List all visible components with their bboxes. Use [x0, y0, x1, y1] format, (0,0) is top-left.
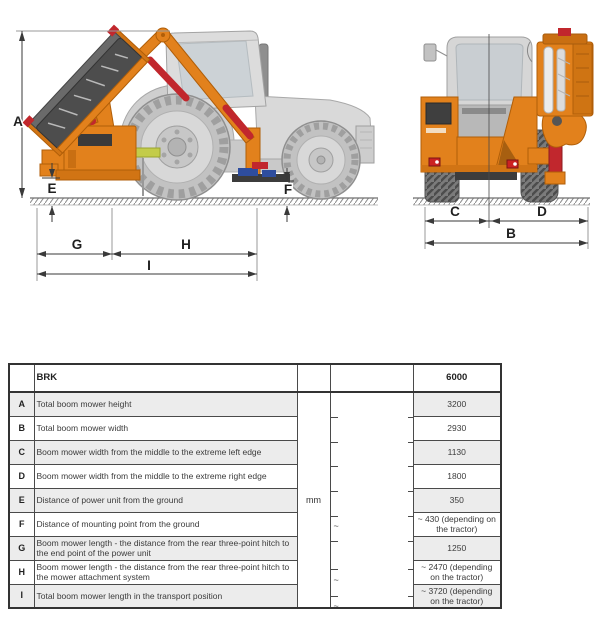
table-row	[9, 584, 501, 608]
spec-table	[8, 363, 502, 609]
spec-table-container	[8, 363, 502, 609]
unit-cell: mm	[297, 392, 330, 608]
front-wheel	[282, 121, 360, 199]
header-model: BRK	[34, 364, 297, 392]
approx-mark: ~	[333, 575, 339, 585]
table-row	[9, 440, 501, 464]
spec-description: Distance of mounting point from the ground	[34, 512, 297, 536]
spec-value: ~ 2470 (depending on the tractor)	[413, 560, 501, 584]
spec-description: Boom mower width from the middle to the extreme left edge	[34, 440, 297, 464]
spec-table-body	[9, 392, 501, 608]
mirror	[424, 44, 436, 61]
dim-label-g: G	[71, 237, 83, 252]
rear-dimensions	[425, 204, 588, 249]
spec-key: G	[9, 536, 34, 560]
dim-label-i: I	[147, 258, 151, 273]
dim-label-a: A	[13, 114, 23, 129]
table-row	[9, 560, 501, 584]
spec-description: Boom mower length - the distance from the rear three-point hitch to the mower attachment system	[34, 560, 297, 584]
table-row	[9, 392, 501, 416]
spec-value: 2930	[413, 416, 501, 440]
table-row	[9, 464, 501, 488]
spec-key: F	[9, 512, 34, 536]
header-unit-cell	[297, 364, 330, 392]
header-size: 6000	[413, 364, 501, 392]
header-key-cell	[9, 364, 34, 392]
side-view	[13, 25, 378, 281]
dim-label-c: C	[450, 204, 460, 219]
spec-key: D	[9, 464, 34, 488]
mower-head-folded	[527, 28, 593, 184]
spec-value: 1130	[413, 440, 501, 464]
spec-value: 1250	[413, 536, 501, 560]
rear-view	[413, 28, 593, 249]
dim-label-d: D	[537, 204, 547, 219]
spec-value: ~ 3720 (depending on the tractor)	[413, 584, 501, 608]
spec-description: Total boom mower width	[34, 416, 297, 440]
rear-wheel	[124, 94, 230, 200]
spec-description: Total boom mower height	[34, 392, 297, 416]
table-row	[9, 512, 501, 536]
table-row	[9, 488, 501, 512]
approx-mark: ~	[333, 601, 339, 608]
spec-value: ~ 430 (depending on the tractor)	[413, 512, 501, 536]
spec-key: A	[9, 392, 34, 416]
spec-key: B	[9, 416, 34, 440]
spec-value: 3200	[413, 392, 501, 416]
spec-value: 1800	[413, 464, 501, 488]
spec-description: Distance of power unit from the ground	[34, 488, 297, 512]
spec-description: Boom mower width from the middle to the extreme right edge	[34, 464, 297, 488]
empty-column-cell	[330, 392, 413, 608]
spec-key: C	[9, 440, 34, 464]
approx-mark: ~	[333, 521, 339, 531]
spec-description: Boom mower length - the distance from the rear three-point hitch to the end point of the power unit	[34, 536, 297, 560]
table-row	[9, 536, 501, 560]
spec-key: I	[9, 584, 34, 608]
spec-value: 350	[413, 488, 501, 512]
spec-key: H	[9, 560, 34, 584]
dim-label-b: B	[506, 226, 516, 241]
dim-label-e: E	[47, 181, 57, 196]
table-row	[9, 416, 501, 440]
dim-label-h: H	[181, 237, 191, 252]
dim-label-f: F	[283, 182, 293, 197]
spec-description: Total boom mower length in the transport position	[34, 584, 297, 608]
spec-table-header	[9, 364, 501, 392]
spec-key: E	[9, 488, 34, 512]
header-gap-cell	[330, 364, 413, 392]
